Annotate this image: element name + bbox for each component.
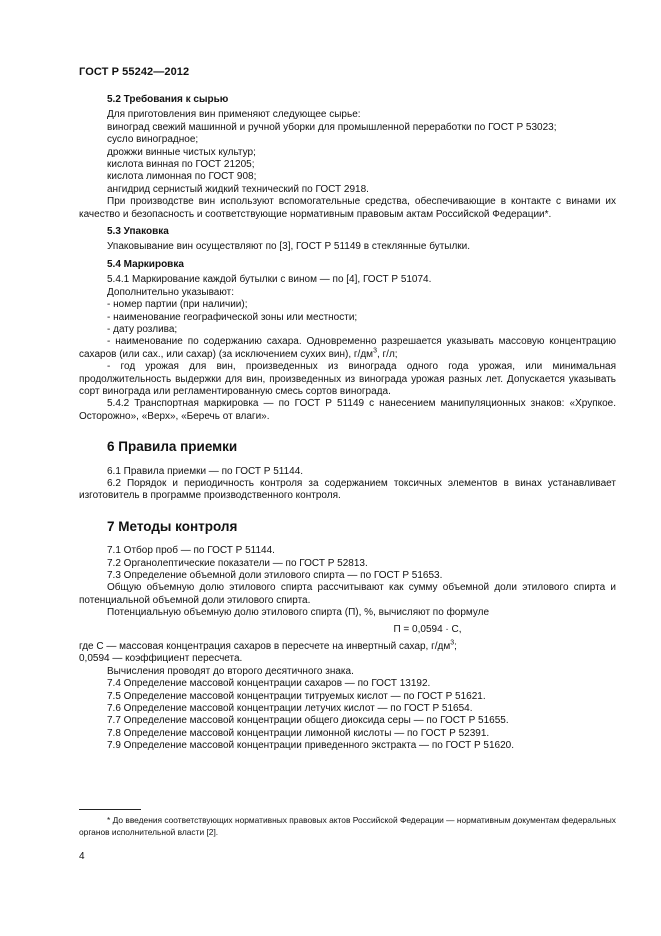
list-item [79,336,616,361]
section-5-2-title: 5.2 Требования к сырью [107,94,229,105]
formula-explanation [79,641,616,653]
text-line: 7.2 Органолептические показатели — по ГОСТ Р 52813. [107,557,368,569]
text-line: ангидрид сернистый жидкий технический по ГОСТ 2918. [107,183,369,195]
text-span: , г/л; [376,348,398,360]
list-item: - наименование географической зоны или местности; [107,311,358,323]
text-line: Для приготовления вин применяют следующее сырье: [107,109,361,121]
text-line: дрожжи винные чистых культур; [107,146,256,158]
section-5-3-title: 5.3 Упаковка [107,226,169,238]
text-paragraph: Упаковывание вин осуществляют по [3], ГОСТ Р 51149 в стеклянные бутылки. [107,241,471,253]
superscript: 3 [373,347,377,355]
superscript: 3 [450,639,455,647]
text-paragraph: 5.4.2 Транспортная маркировка — по ГОСТ Р 51149 с нанесением манипуляционных знаков: «Хрупкое. Осторожно», «Верх», «Беречь от влаги». [79,398,616,422]
text-line: 5.4.1 Маркирование каждой бутылки с вином — по [4], ГОСТ Р 51074. [107,274,432,286]
list-item: - год урожая для вин, произведенных из винограда одного года урожая, или минимальная продолжительность выдержки для вин, произведенных из винограда урожая разных лет. Допускается указывать сорт винограда или регламентированную смесь сортов винограда. [79,361,616,397]
text-line: 7.1 Отбор проб — по ГОСТ Р 51144. [107,545,275,557]
text-line: Вычисления проводят до второго десятичного знака. [107,665,354,677]
text-line: кислота лимонная по ГОСТ 908; [107,171,257,183]
text-line: Дополнительно указывают: [107,286,234,298]
text-line: 7.7 Определение массовой концентрации общего диоксида серы — по ГОСТ Р 51655. [107,715,509,727]
document-header: ГОСТ Р 55242—2012 [79,66,190,78]
formula: П = 0,0594 · C, [393,623,462,635]
text-line: 7.4 Определение массовой концентрации сахаров — по ГОСТ 13192. [107,678,431,690]
document-body [79,94,616,753]
text-line: 7.3 Определение объемной доли этилового спирта — по ГОСТ Р 51653. [107,570,443,581]
text-paragraph: При производстве вин используют вспомогательные средства, обеспечивающие в контакте с винами их качество и безопасность и соответствующие нормативным правовым актам Российской Федерации*. [79,196,616,220]
section-5-4-title: 5.4 Маркировка [107,258,184,270]
text-line: 7.9 Определение массовой концентрации приведенного экстракта — по ГОСТ Р 51620. [107,740,515,752]
list-item: - номер партии (при наличии); [107,299,248,311]
section-7-title: 7 Методы контроля [107,518,238,534]
text-line: Потенциальную объемную долю этилового спирта (П), %, вычисляют по формуле [107,607,490,619]
text-span: где C — массовая концентрация сахаров в пересчете на инвертный сахар, г/дм [79,641,451,653]
text-line: 7.5 Определение массовой концентрации титруемых кислот — по ГОСТ Р 51621. [107,690,486,702]
footnote-divider [79,809,141,810]
formula-explanation: 0,0594 — коэффициент пересчета. [79,653,243,665]
section-6-title: 6 Правила приемки [107,439,238,455]
text-paragraph: 6.2 Порядок и периодичность контроля за содержанием токсичных элементов в винах устанавливает изготовитель в программе производственного контроля. [79,477,616,502]
text-line: 6.1 Правила приемки — по ГОСТ Р 51144. [107,465,304,477]
text-line: кислота винная по ГОСТ 21205; [107,159,255,171]
page-number: 4 [79,851,85,862]
text-line: 7.6 Определение массовой концентрации летучих кислот — по ГОСТ Р 51654. [107,703,473,715]
text-line: виноград свежий машинной и ручной уборки для промышленной переработки по ГОСТ Р 53023; [107,121,557,133]
list-item: - дату розлива; [107,323,178,335]
text-span: - наименование по содержанию сахара. Одновременно разрешается указывать массовую концентрацию сахаров (или сах., или сахар) (за исключением сухих вин), г/дм [79,336,616,360]
text-paragraph: Общую объемную долю этилового спирта рассчитывают как сумму объемной доли этилового спирта и потенциальной объемной доли этилового спирта. [79,582,616,606]
footnote: * До введения соответствующих нормативных правовых актов Российской Федерации — нормативным документам федеральных органов исполнительной власти [2]. [79,815,616,837]
text-line: 7.8 Определение массовой концентрации лимонной кислоты — по ГОСТ Р 52391. [107,727,490,739]
text-span: ; [454,641,457,653]
text-line: сусло виноградное; [107,134,199,146]
